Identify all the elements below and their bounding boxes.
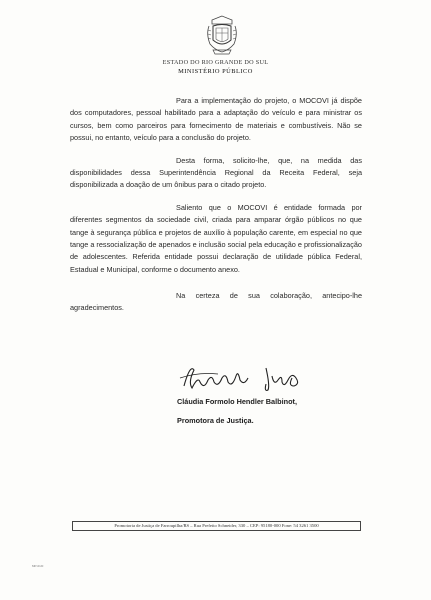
paragraph-resources: Para a implementação do projeto, o MOCOVI já dispõe dos computadores, pessoal habilitado para a adaptação do veículo e para ministrar os cursos, bem como parceiros para fornecimento de materiais e combustíveis. Não se possui, no entanto, veículo para a conclusão do projeto. [70, 96, 362, 142]
paragraph-request: Desta forma, solicito-lhe, que, na medida das disponibilidades dessa Superintendência Regional da Receita Federal, seja disponibilizada a doação de um ônibus para o citado projeto. [70, 155, 362, 190]
footer-address: Promotoria de Justiça de Farroupilha/RS – Rua Prefeito Schneider, 330 – CEP: 95180-000 Fone: 54 3261 3500 [114, 523, 319, 528]
handwritten-signature [178, 356, 308, 396]
coat-of-arms-icon [204, 14, 240, 56]
paragraph-entity: Saliento que o MOCOVI é entidade formada por diferentes segmentos da sociedade civil, criada para amparar órgão públicos no que tange à segurança pública e projetos de auxílio à população carente, em especial no que tange a ressocialização de apenados e inclusão social pela educação e profissionalização de adolescentes. Referida entidade possui declaração de utilidade pública Federal, Estadual e Municipal, conforme o documento anexo. [70, 203, 362, 274]
letter-body [70, 95, 362, 325]
signer-name: Cláudia Formolo Hendler Balbinot, [177, 397, 297, 406]
state-name-heading: ESTADO DO RIO GRANDE DO SUL [162, 59, 269, 66]
ministry-heading: MINISTÉRIO PÚBLICO [178, 68, 253, 75]
signer-role: Promotora de Justiça. [177, 416, 254, 425]
paragraph-thanks: Na certeza de sua colaboração, antecipo-lhe agradecimentos. [70, 290, 362, 313]
form-code: MP-01/0 [32, 564, 44, 568]
